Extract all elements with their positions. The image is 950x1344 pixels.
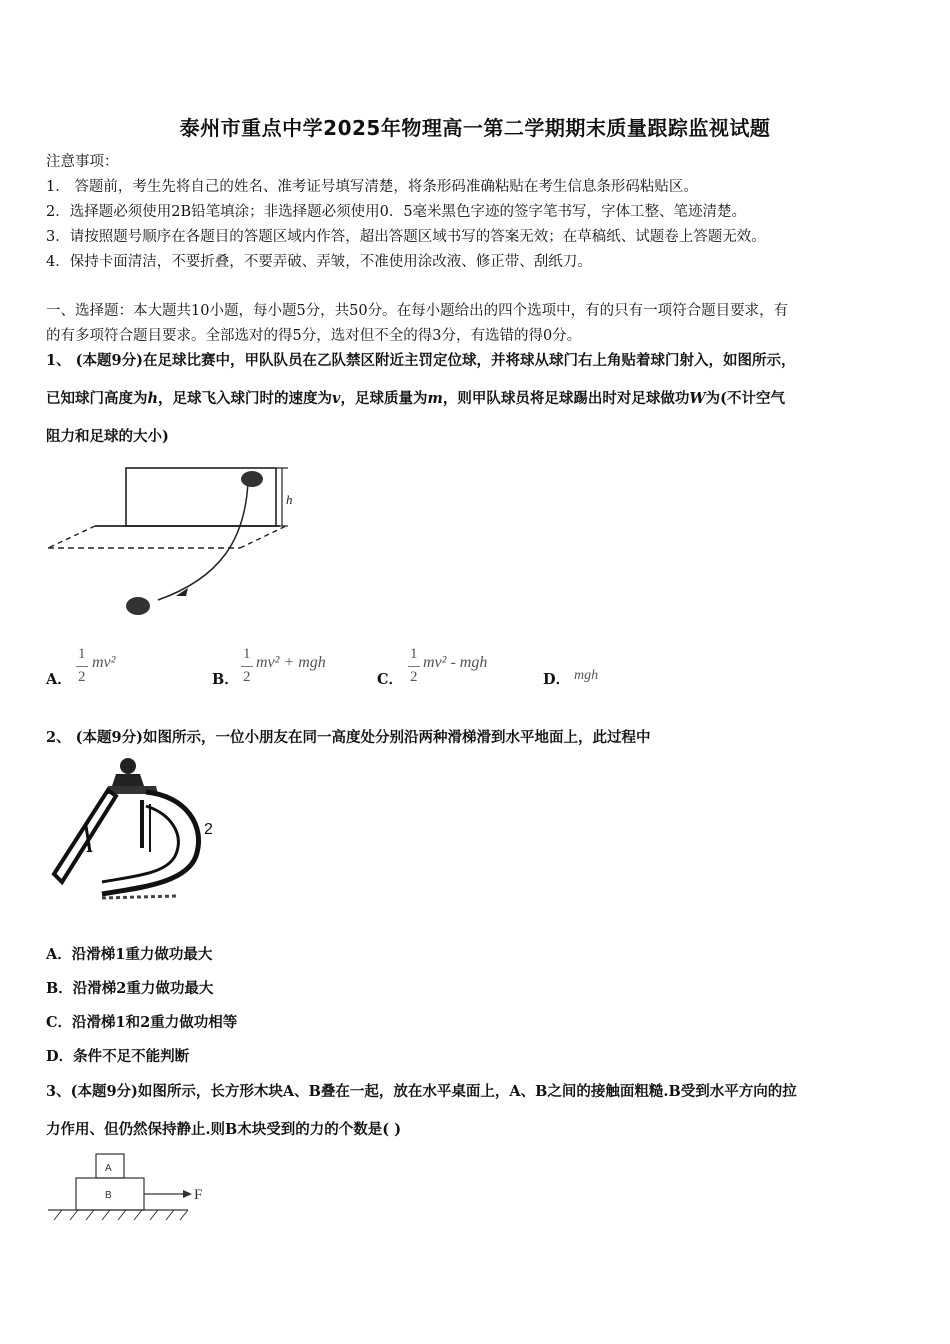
ground — [102, 896, 176, 898]
q1-option-a[interactable]: A． — [46, 671, 72, 688]
slide-1 — [54, 790, 116, 882]
q1-stem-line: 已知球门高度为h，足球飞入球门时的速度为v，足球质量为m，则甲队球员将足球踢出时对足球做功W为(不计空气 — [46, 390, 785, 407]
q2-option-c[interactable]: C．沿滑梯1和2重力做功相等 — [46, 1014, 238, 1031]
notice-item: 1． 答题前，考生先将自己的姓名、准考证号填写清楚，将条形码准确粘贴在考生信息条形码粘贴区。 — [46, 179, 698, 195]
force-label: F — [194, 1187, 203, 1203]
q1-option-d[interactable]: D． — [543, 671, 571, 688]
fraction-numerator: 1 — [78, 646, 86, 662]
q2-figure — [46, 756, 226, 906]
q1-stem-line: 1、 (本题9分)在足球比赛中，甲队队员在乙队禁区附近主罚定位球，并将球从球门右上角贴着球门射入，如图所示， — [46, 352, 796, 369]
child-head — [120, 758, 136, 774]
block-a-label: A — [105, 1163, 112, 1174]
slide-1-label: 1 — [86, 841, 93, 855]
option-expression: mv² + mgh — [256, 654, 326, 671]
block-b-label: B — [105, 1190, 112, 1201]
fraction-denominator: 2 — [410, 669, 418, 685]
notice-item: 2．选择题必须使用2B铅笔填涂；非选择题必须使用0．5毫米黑色字迹的签字笔书写，字体工整、笔迹清楚。 — [46, 204, 747, 220]
pitch-edge-left — [48, 526, 95, 548]
option-expression: mv² - mgh — [423, 654, 488, 671]
fraction-denominator: 2 — [243, 669, 251, 685]
option-expression: mv² — [92, 654, 116, 671]
q1-stem-line: 阻力和足球的大小) — [46, 428, 169, 445]
q2-stem: 2、 (本题9分)如图所示，一位小朋友在同一高度处分别沿两种滑梯滑到水平地面上，此过程中 — [46, 729, 651, 746]
page-title: 泰州市重点中学2025年物理高一第二学期期末质量跟踪监视试题 — [179, 116, 771, 140]
fraction-numerator: 1 — [243, 646, 251, 662]
ball-at-goal — [241, 471, 263, 487]
q3-stem-line: 力作用、但仍然保持静止.则B木块受到的力的个数是( ) — [46, 1121, 402, 1138]
fraction-denominator: 2 — [78, 669, 86, 685]
q2-option-b[interactable]: B．沿滑梯2重力做功最大 — [46, 980, 214, 997]
q1-option-b[interactable]: B． — [212, 671, 239, 688]
child-body — [112, 774, 144, 786]
option-expression: mgh — [574, 668, 599, 683]
pitch-edge-right — [240, 526, 286, 548]
ball-at-start — [126, 597, 150, 615]
section-intro-line: 一、选择题：本大题共10小题，每小题5分，共50分。在每小题给出的四个选项中，有的只有一项符合题目要求，有 — [46, 303, 789, 319]
fraction-numerator: 1 — [410, 646, 418, 662]
q3-stem-line: 3、(本题9分)如图所示，长方形木块A、B叠在一起，放在水平桌面上，A、B之间的接触面粗糙.B受到水平方向的拉 — [46, 1083, 797, 1100]
ball-trajectory — [158, 482, 248, 600]
q2-option-d[interactable]: D．条件不足不能判断 — [46, 1048, 190, 1065]
q2-option-a[interactable]: A．沿滑梯1重力做功最大 — [46, 946, 213, 963]
notice-item: 4．保持卡面清洁，不要折叠，不要弄破、弄皱，不准使用涂改液、修正带、刮纸刀。 — [46, 254, 592, 270]
height-label: h — [286, 492, 293, 507]
q3-figure — [46, 1150, 226, 1225]
notice-heading: 注意事项： — [46, 154, 119, 170]
slide-2-label: 2 — [204, 821, 213, 838]
q1-option-c[interactable]: C． — [377, 671, 404, 688]
notice-item: 3．请按照题号顺序在各题目的答题区域内作答，超出答题区域书写的答案无效；在草稿纸、试题卷上答题无效。 — [46, 229, 766, 245]
q1-figure — [40, 460, 310, 625]
section-intro-line: 的有多项符合题目要求。全部选对的得5分，选对但不全的得3分，有选错的得0分。 — [46, 328, 582, 344]
